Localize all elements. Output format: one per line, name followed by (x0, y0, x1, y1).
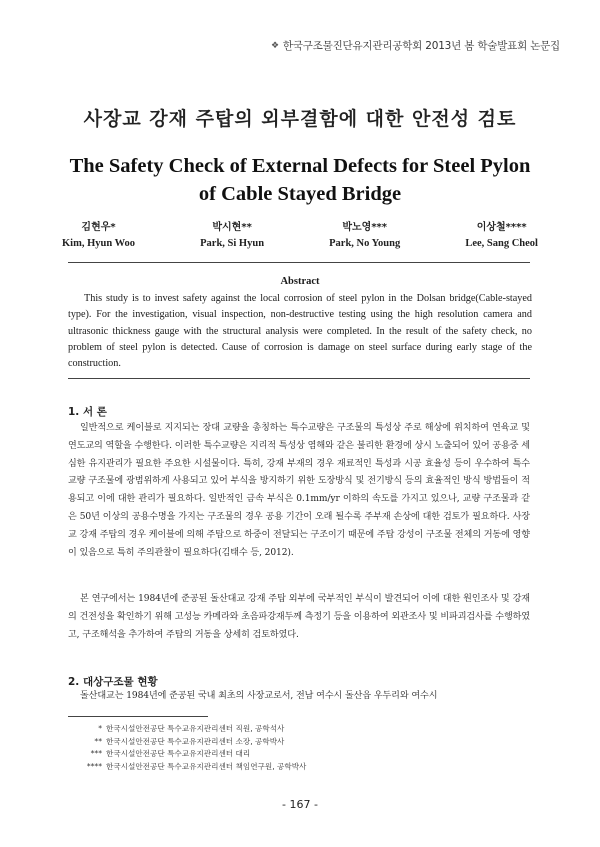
author-name-english: Park, Si Hyun (200, 238, 265, 249)
body-paragraph: 돌산대교는 1984년에 준공된 국내 최초의 사장교로서, 전남 여수시 돌산읍 우두리와 여수시 (80, 691, 438, 701)
footnote-text: 한국시설안전공단 특수교유지관리센터 책임연구원, 공학박사 (106, 761, 307, 771)
author (465, 219, 538, 252)
footnote-text: 한국시설안전공단 특수교유지관리센터 직원, 공학석사 (106, 724, 285, 733)
author (62, 219, 135, 252)
body-paragraph: 일반적으로 케이블로 지지되는 장대 교량을 총칭하는 특수교량은 구조물의 특성상 주로 해상에 위치하여 연육교 및 연도교의 역할을 수행한다. 이러한 특수교량은 지리적 특성상 염해와 같은 불리한 환경에 상시 노출되어 있어 공용중 세심한 유지관리가 필요한 주요한 시설물이다. 특히, 강재 부재의 경우 재료적인 특성과 시공 효율성 등이 우수하여 특수교량 구조물에 광범위하게 사용되고 있어 부식을 방지하기 위한 도장방식 및 전기방식 등의 효율적인 방식 방법들이 적용되고 이에 대한 관리가 필요하다. 일반적인 금속 부식은 0.1mm/yr 이하의 속도를 가지고 있으나, 교량 구조물과 같은 50년 이상의 공용수명을 가지는 구조물의 경우 공용 기간이 오래 될수록 주부재 손상에 대한 검토가 필요하다. 사장교 강재 주탑의 경우 케이블에 의해 주탑으로 하중이 전달되는 구조이기 때문에 주탑 강성이 구조물 전체의 거동에 영향이 있음으로 특히 주의관찰이 필요하다(김태수 등, 2012). (68, 423, 530, 558)
author-name-korean: 박시현** (212, 222, 252, 233)
title-english-line2: of Cable Stayed Bridge (198, 183, 402, 205)
section-heading-structure: 2. 대상구조물 현황 (68, 676, 158, 688)
title-korean: 사장교 강재 주탑의 외부결함에 대한 안전성 검토 (83, 108, 517, 130)
divider (68, 262, 530, 263)
running-header (271, 38, 560, 53)
author (200, 219, 264, 252)
author-list (62, 219, 538, 252)
footnote-mark: ** (94, 736, 102, 746)
footnote-mark: **** (86, 761, 102, 771)
page-number: - 167 - (282, 798, 318, 811)
footnote (68, 723, 488, 736)
author-name-english: Kim, Hyun Woo (62, 238, 136, 249)
footnote (68, 761, 488, 774)
author-name-english: Park, No Young (329, 238, 401, 249)
author (329, 219, 400, 252)
section-heading-introduction: 1. 서 론 (68, 406, 107, 418)
footnote-divider (68, 716, 208, 717)
flower-icon: ❖ (271, 40, 279, 51)
footnotes (68, 723, 488, 773)
author-name-korean: 김현우* (81, 222, 116, 233)
title-english-line1: The Safety Check of External Defects for Steel Pylon (69, 155, 531, 177)
body-paragraph: 본 연구에서는 1984년에 준공된 돌산대교 강재 주탑 외부에 국부적인 부식이 발견되어 이에 대한 원인조사 및 강재의 건전성을 확인하기 위해 고성능 카메라와 초음파강재두께 측정기 등을 이용하여 외관조사 및 비파괴검사를 수행하였고, 구조해석을 추가하여 주탑의 거동을 상세히 검토하였다. (68, 594, 530, 640)
author-name-korean: 이상철**** (476, 222, 527, 233)
abstract-body: This study is to invest safety against the local corrosion of steel pylon in the Dolsan bridge(Cable-stayed type). For the investigation, visual inspection, non-destructive testing using the high resolution camera and ultrasonic thickness gauge with the structural analysis were completed. In the result of the safety check, no problem of steel pylon is detected. Cause of corrosion is damage on steel surface during early stage of the construction. (68, 293, 532, 370)
running-header-text: 한국구조물진단유지관리공학회 2013년 봄 학술발표회 논문집 (282, 40, 560, 52)
footnote (68, 748, 488, 761)
footnote (68, 736, 488, 749)
author-name-english: Lee, Sang Cheol (465, 238, 538, 249)
footnote-text: 한국시설안전공단 특수교유지관리센터 대리 (106, 749, 251, 759)
footnote-mark: * (98, 724, 102, 733)
abstract-heading: Abstract (280, 276, 320, 287)
divider (68, 378, 530, 379)
title-english (0, 152, 600, 208)
footnote-text: 한국시설안전공단 특수교유지관리센터 소장, 공학박사 (106, 736, 285, 746)
footnote-mark: *** (90, 749, 102, 759)
author-name-korean: 박노영*** (342, 222, 388, 233)
